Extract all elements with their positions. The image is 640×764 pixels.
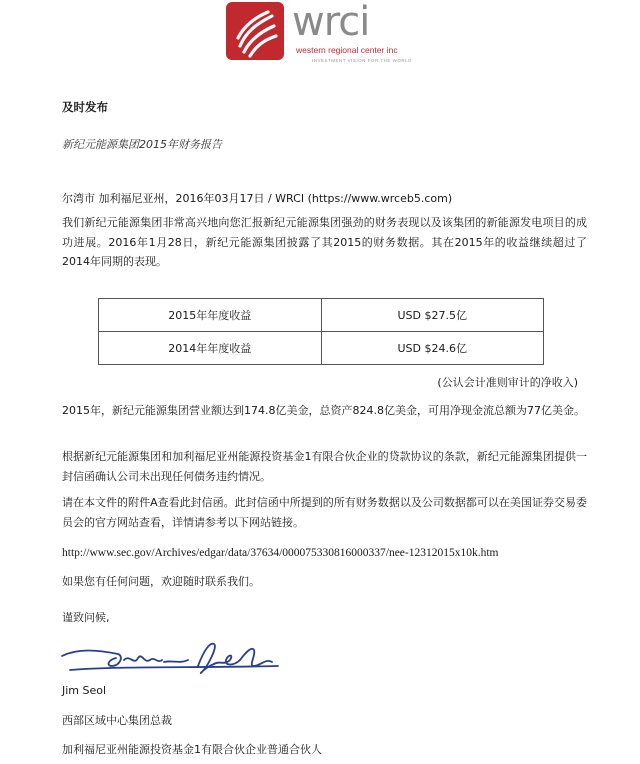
company-logo bbox=[226, 2, 426, 72]
table-row bbox=[99, 299, 544, 332]
signer-name: Jim Seol bbox=[62, 684, 107, 697]
row-value: USD $27.5亿 bbox=[321, 299, 544, 332]
attachment-paragraph: 请在本文件的附件A查看此封信函。此封信函中所提到的所有财务数据以及公司数据都可以在美国证券交易委员会的官方网站查看，详情请参考以下网站链接。 bbox=[62, 496, 587, 529]
sec-filing-link[interactable]: http://www.sec.gov/Archives/edgar/data/37634/000075330816000337/nee-12312015x10k.htm bbox=[62, 547, 499, 559]
release-heading: 及时发布 bbox=[62, 100, 108, 114]
wrci-logo-icon bbox=[226, 2, 284, 60]
row-label: 2014年年度收益 bbox=[99, 332, 322, 365]
earnings-table bbox=[98, 298, 544, 365]
logo-tagline: INVESTMENT VISION FOR THE WORLD bbox=[312, 58, 412, 63]
handwritten-signature bbox=[58, 636, 288, 680]
dateline: 尔湾市 加利福尼亚州，2016年03月17日 / WRCI (https://www.wrceb5.com) bbox=[62, 192, 453, 205]
table-row bbox=[99, 332, 544, 365]
logo-wordmark: wrci bbox=[292, 0, 370, 45]
loan-agreement-paragraph: 根据新纪元能源集团和加利福尼亚州能源投资基金1有限合伙企业的贷款协议的条款，新纪元能源集团提供一封信函确认公司未出现任何债务违约情况。 bbox=[62, 450, 587, 483]
financial-summary-paragraph: 2015年，新纪元能源集团营业额达到174.8亿美金，总资产824.8亿美金，可用净现金流总额为77亿美金。 bbox=[62, 404, 585, 417]
closing-line: 谨致问候, bbox=[62, 611, 110, 624]
report-subtitle: 新纪元能源集团2015年财务报告 bbox=[62, 138, 222, 151]
row-value: USD $24.6亿 bbox=[321, 332, 544, 365]
row-label: 2015年年度收益 bbox=[99, 299, 322, 332]
intro-paragraph: 我们新纪元能源集团非常高兴地向您汇报新纪元能源集团强劲的财务表现以及该集团的新能源发电项目的成功进展。2016年1月28日，新纪元能源集团披露了其2015的财务数据。其在2015年的收益继续超过了2014年同期的表现。 bbox=[62, 216, 587, 268]
table-note: (公认会计准则审计的净收入) bbox=[437, 376, 578, 389]
signer-organization: 加利福尼亚州能源投资基金1有限合伙企业普通合伙人 bbox=[62, 743, 322, 756]
logo-subtitle: western regional center inc bbox=[296, 45, 398, 55]
contact-line: 如果您有任何问题，欢迎随时联系我们。 bbox=[62, 575, 260, 588]
signer-title: 西部区域中心集团总裁 bbox=[62, 714, 172, 727]
